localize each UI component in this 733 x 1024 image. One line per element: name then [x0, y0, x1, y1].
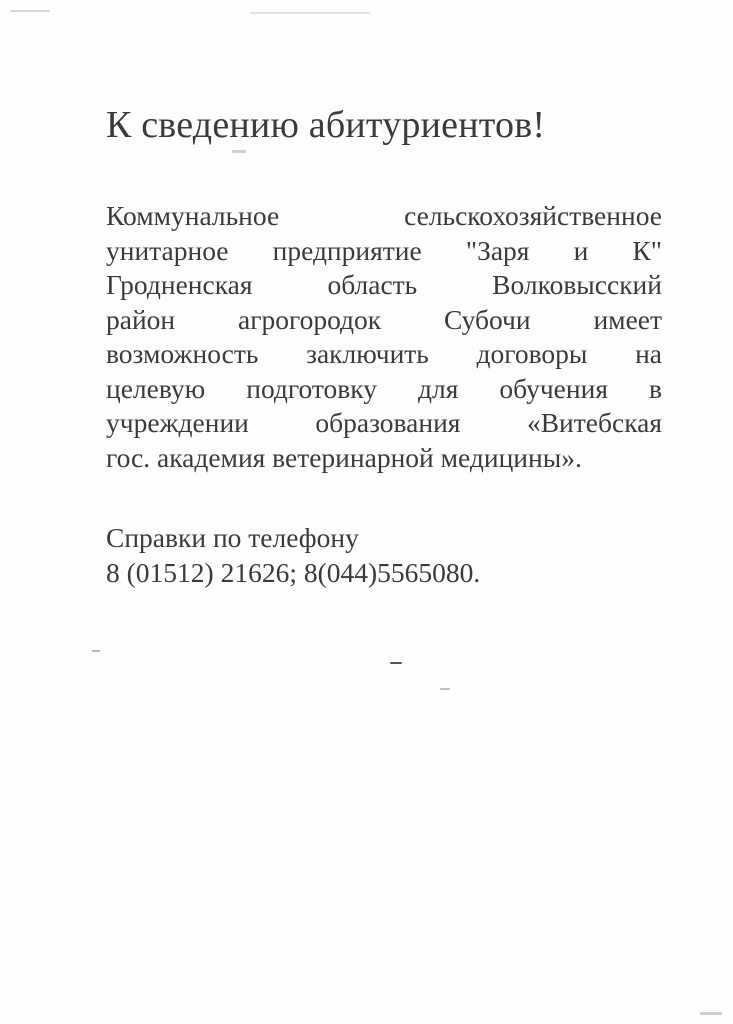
scan-speck: [10, 10, 50, 12]
body-line: район агрогородок Субочи имеет: [106, 303, 662, 335]
notice-body: [106, 199, 662, 475]
body-line: Коммунальное сельскохозяйственное: [106, 200, 662, 231]
contacts-block: [106, 521, 480, 590]
scan-speck: [440, 688, 450, 690]
scan-speck: [250, 12, 370, 14]
body-line: целевую подготовку для обучения в: [106, 372, 662, 404]
scan-speck: [92, 650, 100, 652]
body-line: учреждении образования «Витебская: [106, 407, 662, 438]
phone-numbers: 8 (01512) 21626; 8(044)5565080.: [106, 556, 481, 588]
body-line: унитарное предприятие "Заря и К": [106, 234, 662, 266]
page-title: К сведению абитуриентов!: [106, 104, 546, 146]
body-line: возможность заключить договоры на: [106, 338, 662, 369]
scan-speck: [232, 150, 246, 153]
body-line: гос. академия ветеринарной медицины».: [106, 441, 582, 473]
body-line: Гродненская область Волковысский: [106, 269, 662, 300]
scan-speck: [390, 662, 402, 664]
scan-speck: [700, 1012, 722, 1015]
contacts-label: Справки по телефону: [106, 522, 359, 553]
